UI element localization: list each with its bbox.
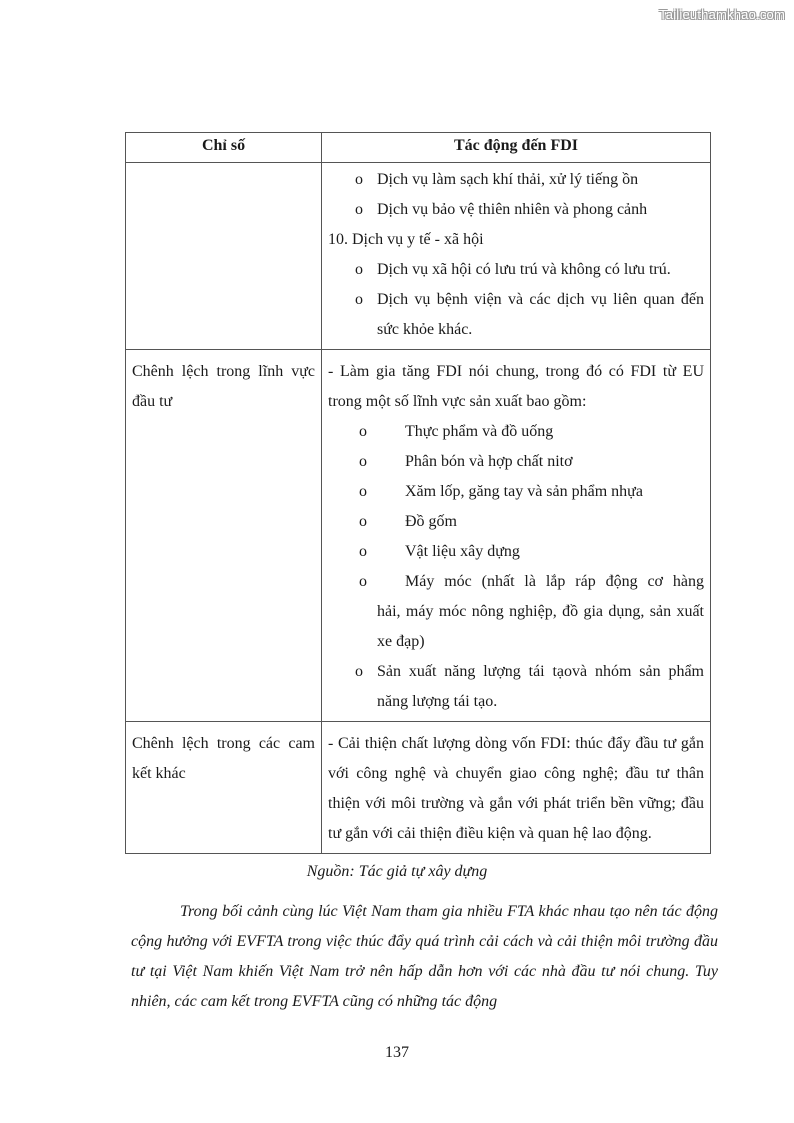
list-item [328,447,704,477]
source-note: Nguồn: Tác giả tự xây dựng [306,863,488,880]
row-content [322,350,711,722]
list-item-text: Máy móc (nhất là lắp ráp động cơ hàng [405,573,704,590]
list-item [328,255,704,285]
list-item-text: hải, máy móc nông nghiệp, đồ gia dụng, sản xuất xe đạp) [377,603,704,650]
list-item-text: Vật liệu xây dựng [405,543,520,560]
bullet-marker: o [355,663,363,680]
list-item [328,567,704,657]
watermark: Tailieuthamkhao.com [659,7,785,22]
table-row [126,163,711,350]
row-label: Chênh lệch trong lĩnh vực đầu tư [126,350,322,722]
row-content [322,163,711,350]
list-item [328,507,704,537]
list-item-text: Dịch vụ làm sạch khí thải, xử lý tiếng ồn [377,171,639,188]
list-item-text: Dịch vụ bệnh viện và các dịch vụ liên quan đến sức khỏe khác. [377,291,704,338]
list-item [328,537,704,567]
list-item-text: Dịch vụ bảo vệ thiên nhiên và phong cảnh [377,201,648,218]
row-content [322,722,711,854]
table-header-row [126,133,711,163]
list-item-first-line [328,567,704,597]
bullet-marker: o [355,171,363,188]
header-indicator: Chỉ số [126,133,322,163]
list-item-text: Phân bón và hợp chất nitơ [405,453,573,470]
row-label [126,163,322,350]
list-item-text: Sản xuất năng lượng tái tạovà nhóm sản phẩm năng lượng tái tạo. [377,663,704,710]
table-row [126,722,711,854]
list-item-text: Thực phẩm và đồ uống [405,423,554,440]
list-item-text: Dịch vụ xã hội có lưu trú và không có lưu trú. [377,261,671,278]
content-line: 10. Dịch vụ y tế - xã hội [328,231,484,248]
content-line: - Cải thiện chất lượng dòng vốn FDI: thúc đẩy đầu tư gắn với công nghệ và chuyển giao công nghệ; đầu tư thân thiện với môi trường và gắn với phát triển bền vững; đầu tư gắn với cải thiện điều kiện và quan hệ lao động. [328,735,704,842]
header-impact: Tác động đến FDI [322,133,711,163]
bullet-marker: o [359,543,367,560]
bullet-marker: o [359,453,367,470]
list-item [328,417,704,447]
bullet-marker: o [355,291,363,308]
bullet-marker: o [355,201,363,218]
page-number: 137 [385,1044,409,1061]
indent-spacer [328,597,377,657]
table-row [126,350,711,722]
list-item-text: Xăm lốp, găng tay và sản phẩm nhựa [405,483,643,500]
list-item [328,285,704,345]
row-label: Chênh lệch trong các cam kết khác [126,722,322,854]
bullet-marker: o [359,423,367,440]
list-item [328,165,704,195]
list-item [328,477,704,507]
bullet-marker: o [359,513,367,530]
bullet-marker: o [359,573,367,590]
body-paragraph: Trong bối cảnh cùng lúc Việt Nam tham gia nhiều FTA khác nhau tạo nên tác động cộng hưởng với EVFTA trong việc thúc đẩy quá trình cải cách và cải thiện môi trường đầu tư tại Việt Nam khiến Việt Nam trở nên hấp dẫn hơn với các nhà đầu tư nói chung. Tuy nhiên, các cam kết trong EVFTA cũng có những tác động [131,903,718,1010]
content-line: - Làm gia tăng FDI nói chung, trong đó có FDI từ EU trong một số lĩnh vực sản xuất bao gồm: [328,363,704,410]
list-item-text: Đồ gốm [405,513,457,530]
bullet-marker: o [359,483,367,500]
list-item [328,657,704,717]
list-item-continuation [328,597,704,657]
bullet-marker: o [355,261,363,278]
fdi-impact-table [125,132,711,854]
list-item [328,195,704,225]
